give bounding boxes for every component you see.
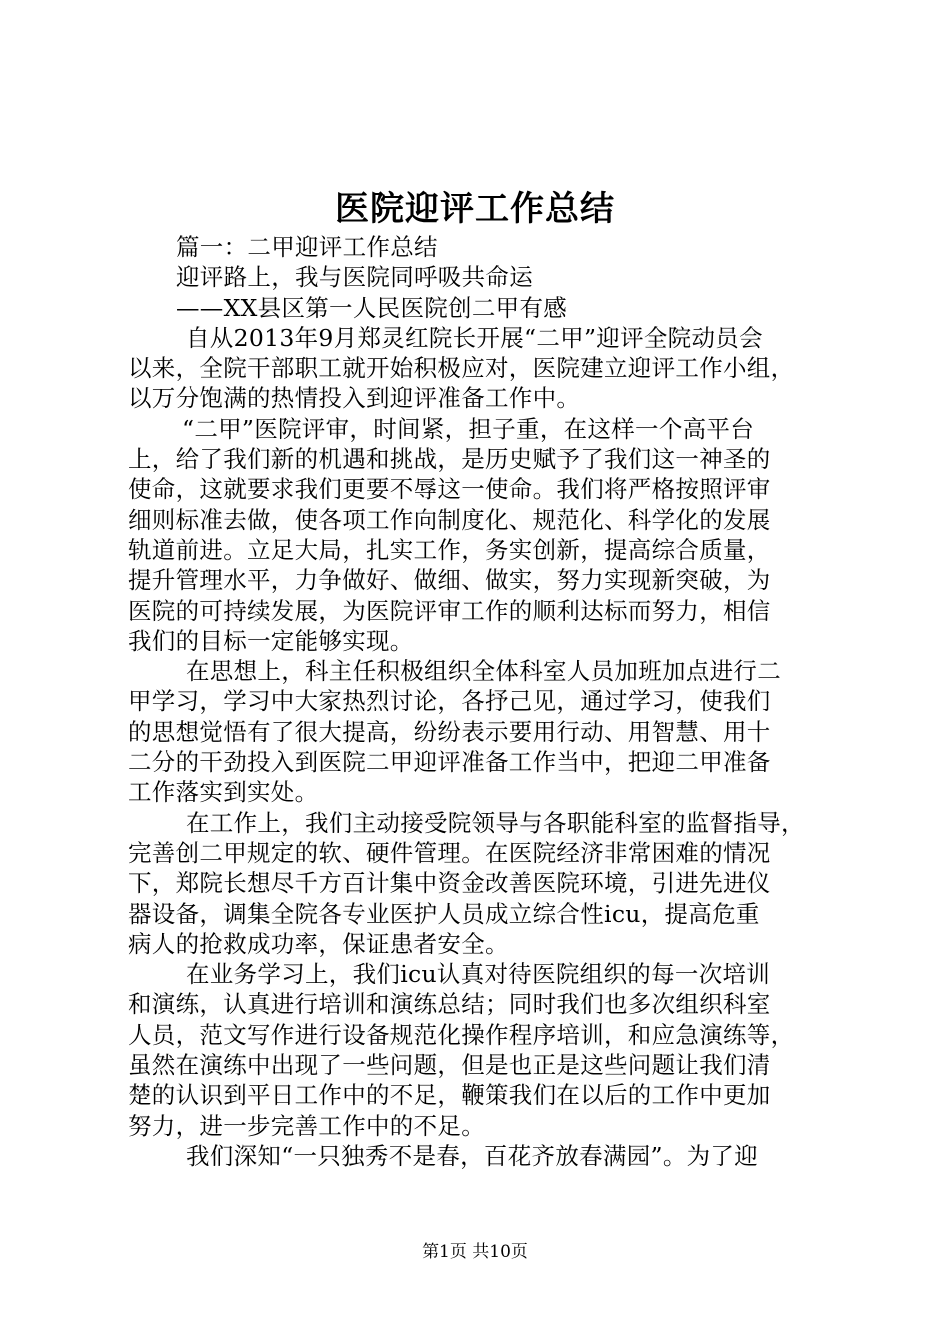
paragraph-line: 医院的可持续发展，为医院评审工作的顺利达标而努力，相信 [128,596,771,625]
paragraph-line: 我们深知“一只独秀不是春，百花齐放春满园”。为了迎 [186,1141,759,1170]
section-heading: 篇一：二甲迎评工作总结 [176,233,438,261]
paragraph-line: 上，给了我们新的机遇和挑战，是历史赋予了我们这一神圣的 [128,445,771,474]
article-title: 迎评路上，我与医院同呼吸共命运 [176,263,533,292]
paragraph-line: 的思想觉悟有了很大提高，纷纷表示要用行动、用智慧、用十 [128,717,771,746]
paragraph-line: 细则标准去做，使各项工作向制度化、规范化、科学化的发展 [128,505,771,534]
paragraph-line: 在工作上，我们主动接受院领导与各职能科室的监督指导， [186,808,805,837]
paragraph-line: 和演练，认真进行培训和演练总结；同时我们也多次组织科室 [128,990,771,1019]
paragraph-line: 器设备，调集全院各专业医护人员成立综合性icu，提高危重 [128,899,760,928]
paragraph-line: 轨道前进。立足大局，扎实工作，务实创新，提高综合质量， [128,535,771,564]
paragraph-line: 自从2013年9月郑灵红院长开展“二甲”迎评全院动员会 [186,323,763,352]
paragraph-line: 以来，全院干部职工就开始积极应对，医院建立迎评工作小组， [128,354,795,383]
paragraph-line: 以万分饱满的热情投入到迎评准备工作中。 [128,384,581,413]
article-subtitle: ——XX县区第一人民医院创二甲有感 [176,293,568,322]
page-number-footer: 第1页 共10页 [422,1242,528,1262]
paragraph-line: 我们的目标一定能够实现。 [128,626,414,655]
paragraph-line: 工作落实到实处。 [128,778,319,807]
paragraph-line: 病人的抢救成功率，保证患者安全。 [128,929,509,958]
paragraph-line: 提升管理水平，力争做好、做细、做实，努力实现新突破，为 [128,566,771,595]
paragraph-line: 在业务学习上，我们icu认真对待医院组织的每一次培训 [186,960,771,989]
paragraph-line: 下，郑院长想尽千方百计集中资金改善医院环境，引进先进仪 [128,869,771,898]
document-title: 医院迎评工作总结 [335,189,615,229]
paragraph-line: 努力，进一步完善工作中的不足。 [128,1111,485,1140]
paragraph-line: 完善创二甲规定的软、硬件管理。在医院经济非常困难的情况 [128,838,771,867]
paragraph-line: 虽然在演练中出现了一些问题，但是也正是这些问题让我们清 [128,1051,771,1080]
paragraph-line: 在思想上，科主任积极组织全体科室人员加班加点进行二 [186,657,781,686]
paragraph-line: 甲学习，学习中大家热烈讨论，各抒己见，通过学习，使我们 [128,687,771,716]
paragraph-line: 人员，范文写作进行设备规范化操作程序培训，和应急演练等， [128,1020,795,1049]
paragraph-line: 楚的认识到平日工作中的不足，鞭策我们在以后的工作中更加 [128,1081,771,1110]
paragraph-line: 二分的干劲投入到医院二甲迎评准备工作当中，把迎二甲准备 [128,748,771,777]
document-body [128,232,830,1171]
paragraph-line: 使命，这就要求我们更要不辱这一使命。我们将严格按照评审 [128,475,771,504]
paragraph-line: “二甲”医院评审，时间紧，担子重，在这样一个高平台 [182,414,755,443]
